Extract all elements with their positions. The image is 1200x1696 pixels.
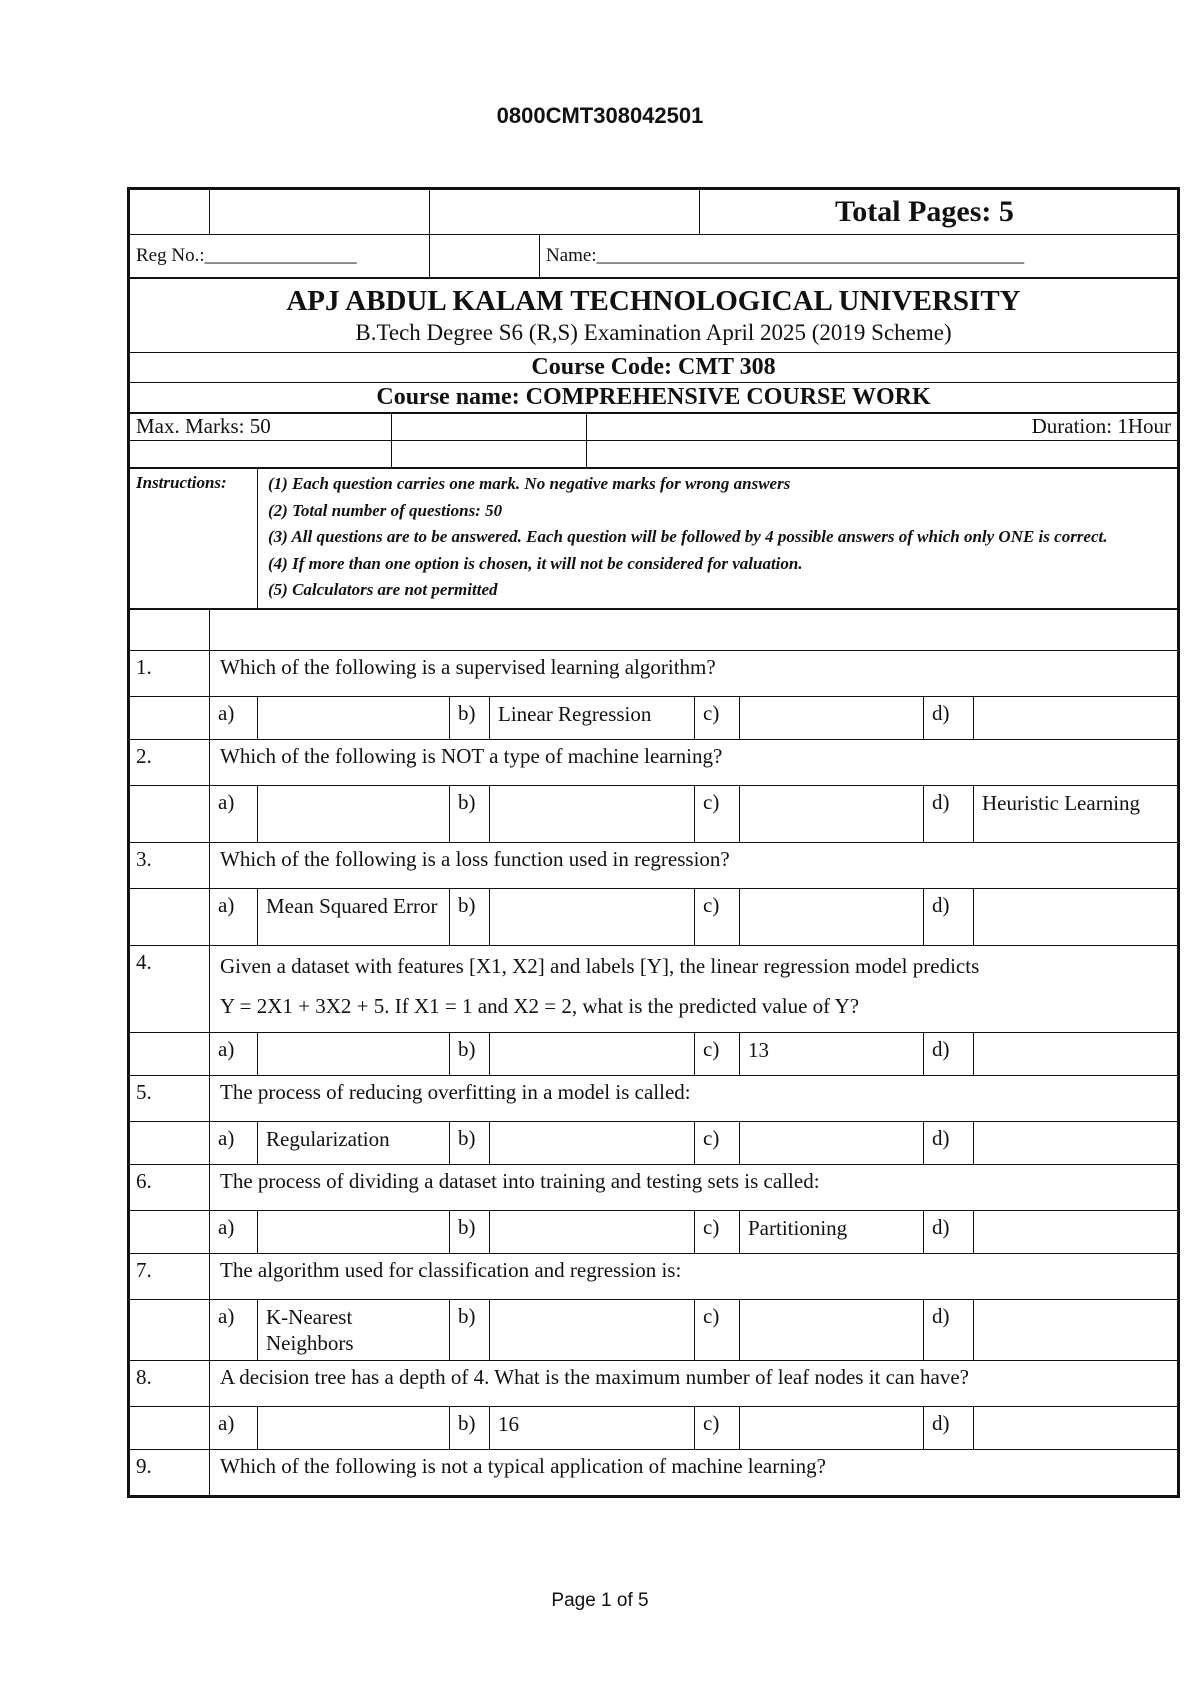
university-name: APJ ABDUL KALAM TECHNOLOGICAL UNIVERSITY — [286, 285, 1021, 317]
option-value-d — [974, 1032, 1178, 1075]
option-label-d: d) — [924, 1210, 974, 1253]
option-value-d — [974, 888, 1178, 945]
option-value-b — [490, 1210, 695, 1253]
option-label-c: c) — [695, 696, 740, 739]
header-cell-empty-1 — [130, 190, 210, 235]
option-value-a — [258, 1406, 450, 1449]
duration: Duration: 1Hour — [587, 414, 1178, 441]
option-spacer — [130, 696, 210, 739]
option-label-c: c) — [695, 1299, 740, 1360]
option-label-b: b) — [450, 888, 490, 945]
option-label-a: a) — [210, 888, 258, 945]
instructions-label: Instructions: — [130, 469, 258, 609]
question-text: Which of the following is a supervised learning algorithm? — [210, 650, 1178, 696]
option-value-d — [974, 1406, 1178, 1449]
exam-sheet — [127, 187, 1180, 1498]
question-text: Which of the following is NOT a type of machine learning? — [210, 739, 1178, 785]
question-number: 6. — [130, 1164, 210, 1210]
header-cell-empty-4 — [430, 235, 540, 278]
option-label-c: c) — [695, 1121, 740, 1164]
option-value-a: Mean Squared Error — [258, 888, 450, 945]
spacer-cell-2 — [210, 609, 1178, 650]
option-label-b: b) — [450, 785, 490, 842]
marks-cell-empty — [392, 414, 587, 441]
option-spacer — [130, 1032, 210, 1075]
option-label-c: c) — [695, 1406, 740, 1449]
option-value-b: 16 — [490, 1406, 695, 1449]
option-value-c — [740, 785, 924, 842]
option-spacer — [130, 1406, 210, 1449]
questions-table — [129, 609, 1178, 1496]
reg-no-field: Reg No.:________________ — [130, 235, 430, 278]
option-value-c — [740, 1299, 924, 1360]
option-value-b — [490, 785, 695, 842]
question-text: The process of dividing a dataset into training and testing sets is called: — [210, 1164, 1178, 1210]
option-label-d: d) — [924, 1299, 974, 1360]
instruction-item: (4) If more than one option is chosen, it will not be considered for valuation. — [268, 553, 803, 573]
instructions-list — [258, 469, 1178, 609]
question-text: The process of reducing overfitting in a model is called: — [210, 1075, 1178, 1121]
option-label-b: b) — [450, 1210, 490, 1253]
option-value-d — [974, 696, 1178, 739]
option-value-a: K-Nearest Neighbors — [258, 1299, 450, 1360]
question-text-line-2: Y = 2X1 + 3X2 + 5. If X1 = 1 and X2 = 2, what is the predicted value of Y? — [220, 993, 860, 1018]
option-label-c: c) — [695, 785, 740, 842]
option-label-d: d) — [924, 888, 974, 945]
instruction-item: (2) Total number of questions: 50 — [268, 500, 503, 520]
option-value-c — [740, 696, 924, 739]
option-value-c: 13 — [740, 1032, 924, 1075]
option-value-c — [740, 888, 924, 945]
option-value-a — [258, 1210, 450, 1253]
option-label-a: a) — [210, 785, 258, 842]
option-value-d — [974, 1299, 1178, 1360]
option-label-c: c) — [695, 1210, 740, 1253]
option-label-d: d) — [924, 696, 974, 739]
question-number: 4. — [130, 945, 210, 1032]
option-value-a — [258, 696, 450, 739]
option-label-a: a) — [210, 696, 258, 739]
option-label-a: a) — [210, 1299, 258, 1360]
option-value-c — [740, 1406, 924, 1449]
option-value-a — [258, 785, 450, 842]
question-number: 1. — [130, 650, 210, 696]
option-label-d: d) — [924, 1406, 974, 1449]
option-spacer — [130, 1121, 210, 1164]
course-name: Course name: COMPREHENSIVE COURSE WORK — [130, 383, 1178, 413]
question-text: A decision tree has a depth of 4. What is the maximum number of leaf nodes it can have? — [210, 1360, 1178, 1406]
option-value-b — [490, 888, 695, 945]
max-marks: Max. Marks: 50 — [130, 414, 392, 441]
option-label-b: b) — [450, 1032, 490, 1075]
question-text: Which of the following is a loss function used in regression? — [210, 842, 1178, 888]
option-value-b: Linear Regression — [490, 696, 695, 739]
option-label-a: a) — [210, 1121, 258, 1164]
blank-cell-1 — [130, 441, 392, 468]
marks-table — [129, 413, 1178, 468]
header-table — [129, 189, 1178, 278]
question-number: 7. — [130, 1253, 210, 1299]
header-cell-empty-3 — [430, 190, 700, 235]
option-value-a — [258, 1032, 450, 1075]
option-value-b — [490, 1032, 695, 1075]
option-label-d: d) — [924, 1032, 974, 1075]
option-label-b: b) — [450, 1299, 490, 1360]
option-value-b — [490, 1299, 695, 1360]
instructions-table — [129, 468, 1178, 609]
question-text — [210, 945, 1178, 1032]
page-number: Page 1 of 5 — [551, 1590, 649, 1611]
course-code: Course Code: CMT 308 — [130, 353, 1178, 383]
exam-title: B.Tech Degree S6 (R,S) Examination April 2025 (2019 Scheme) — [355, 320, 952, 345]
header-cell-empty-2 — [210, 190, 430, 235]
option-label-b: b) — [450, 696, 490, 739]
option-value-c — [740, 1121, 924, 1164]
option-label-d: d) — [924, 785, 974, 842]
total-pages: Total Pages: 5 — [700, 190, 1178, 235]
university-block — [130, 279, 1178, 353]
blank-cell-3 — [587, 441, 1178, 468]
option-spacer — [130, 1210, 210, 1253]
question-text: Which of the following is not a typical application of machine learning? — [210, 1449, 1178, 1495]
document-code: 0800CMT308042501 — [496, 103, 704, 128]
question-number: 3. — [130, 842, 210, 888]
university-table — [129, 278, 1178, 413]
option-label-c: c) — [695, 888, 740, 945]
blank-cell-2 — [392, 441, 587, 468]
option-label-b: b) — [450, 1406, 490, 1449]
question-number: 8. — [130, 1360, 210, 1406]
option-spacer — [130, 785, 210, 842]
option-value-d — [974, 1121, 1178, 1164]
option-spacer — [130, 1299, 210, 1360]
option-label-a: a) — [210, 1210, 258, 1253]
question-number: 9. — [130, 1449, 210, 1495]
option-label-d: d) — [924, 1121, 974, 1164]
question-text-line-1: Given a dataset with features [X1, X2] and labels [Y], the linear regression model predicts — [220, 953, 980, 978]
instruction-item: (5) Calculators are not permitted — [268, 580, 498, 599]
option-label-a: a) — [210, 1032, 258, 1075]
instruction-item: (3) All questions are to be answered. Each question will be followed by 4 possible answers of which only ONE is correct. — [268, 527, 1108, 546]
option-value-d: Heuristic Learning — [974, 785, 1178, 842]
instruction-item: (1) Each question carries one mark. No negative marks for wrong answers — [268, 474, 791, 493]
option-value-d — [974, 1210, 1178, 1253]
question-text: The algorithm used for classification and regression is: — [210, 1253, 1178, 1299]
spacer-cell-1 — [130, 609, 210, 650]
option-spacer — [130, 888, 210, 945]
option-value-b — [490, 1121, 695, 1164]
option-label-a: a) — [210, 1406, 258, 1449]
option-label-c: c) — [695, 1032, 740, 1075]
option-value-a: Regularization — [258, 1121, 450, 1164]
question-number: 2. — [130, 739, 210, 785]
option-value-c: Partitioning — [740, 1210, 924, 1253]
name-field: Name:_____________________________________________ — [540, 235, 1178, 278]
question-number: 5. — [130, 1075, 210, 1121]
option-label-b: b) — [450, 1121, 490, 1164]
